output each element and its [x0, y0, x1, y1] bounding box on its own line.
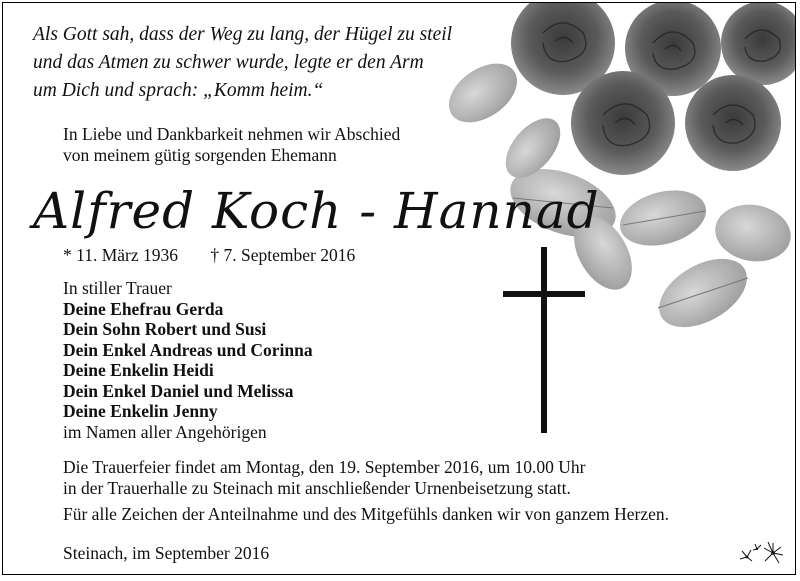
poem-line: und das Atmen zu schwer wurde, legte er den Arm [33, 52, 424, 73]
ceremony-info [63, 457, 585, 499]
place-date: Steinach, im September 2016 [63, 543, 270, 563]
mourner-name: Deine Enkelin Heidi [63, 360, 214, 380]
deceased-name: Alfred Koch - Hannad [33, 182, 600, 240]
mourner-name: Dein Enkel Andreas und Corinna [63, 339, 313, 360]
life-dates [63, 245, 355, 266]
dandelion-icon [735, 539, 785, 567]
farewell-text [63, 124, 400, 166]
farewell-line: In Liebe und Dankbarkeit nehmen wir Abschied [63, 124, 401, 144]
mourner-name: Dein Enkel Daniel und Melissa [63, 380, 294, 401]
obituary-card [2, 2, 796, 575]
poem [33, 21, 513, 105]
mourners-intro: In stiller Trauer [63, 278, 172, 298]
mourners-outro: im Namen aller Angehörigen [63, 421, 267, 442]
farewell-line: von meinem gütig sorgenden Ehemann [63, 145, 337, 165]
mourner-name: Deine Ehefrau Gerda [63, 298, 224, 319]
mourner-name: Deine Enkelin Jenny [63, 401, 218, 421]
ceremony-line: Die Trauerfeier findet am Montag, den 19. September 2016, um 10.00 Uhr [63, 457, 586, 477]
mourner-name: Dein Sohn Robert und Susi [63, 319, 267, 339]
poem-line: Als Gott sah, dass der Weg zu lang, der Hügel zu steil [33, 24, 453, 45]
ceremony-line: in der Trauerhalle zu Steinach mit anschließender Urnenbeisetzung statt. [63, 478, 571, 498]
cross-icon [503, 247, 585, 433]
mourners-list [63, 278, 313, 442]
thanks-text: Für alle Zeichen der Anteilnahme und des Mitgefühls danken wir von ganzem Herzen. [63, 504, 669, 524]
death-date: † 7. September 2016 [210, 245, 356, 265]
birth-date: * 11. März 1936 [63, 245, 179, 265]
poem-line: um Dich und sprach: „Komm heim.“ [33, 80, 324, 101]
